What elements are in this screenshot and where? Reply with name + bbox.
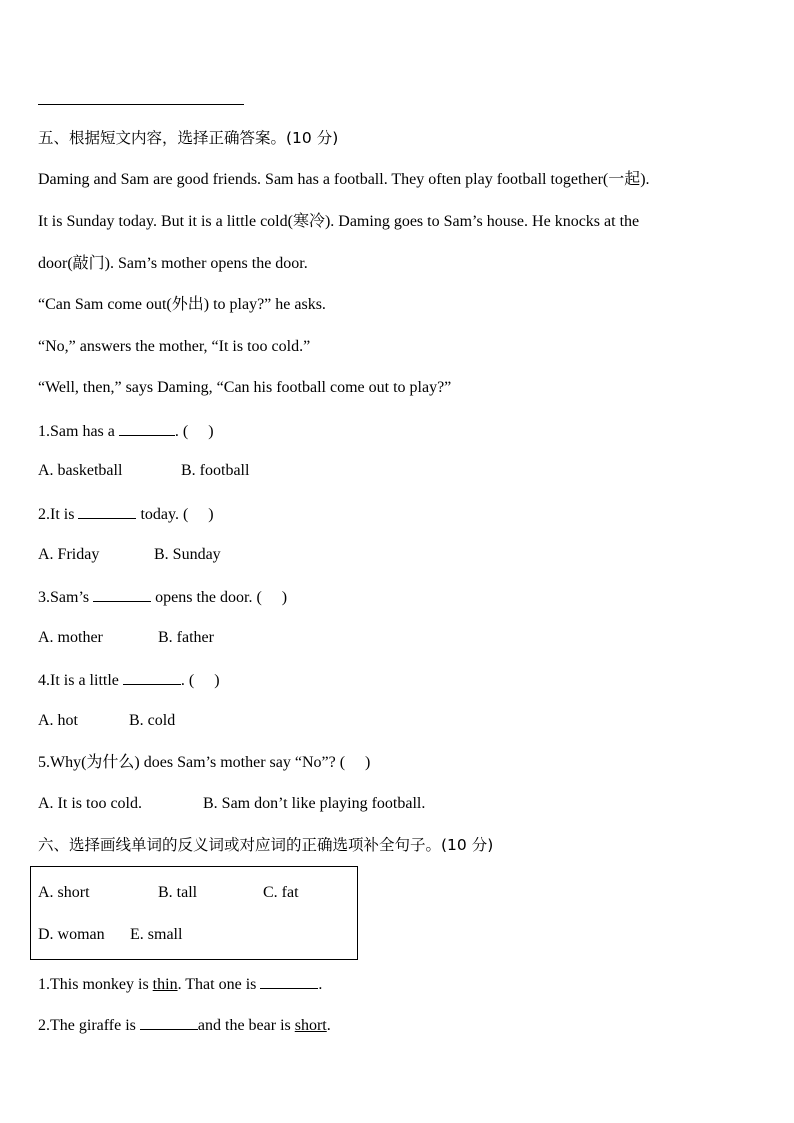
question-5 (38, 753, 370, 773)
question-3 (38, 586, 287, 608)
answer-blank[interactable] (123, 669, 181, 685)
underlined-word: short (294, 1017, 327, 1034)
sentence-text: 2.The giraffe is (38, 1017, 140, 1034)
top-rule (38, 104, 244, 105)
passage-line: “Can Sam come out(外出) to play?” he asks. (38, 296, 326, 313)
options-3 (38, 628, 214, 648)
passage-line: It is Sunday today. But it is a little cold(寒冷). Daming goes to Sam’s house. He knocks at the (38, 213, 640, 230)
option-a: A. It is too cold. (38, 795, 142, 812)
option-b: B. football (181, 462, 250, 479)
sentence-1 (38, 973, 322, 995)
word-bank-row-1 (38, 883, 299, 903)
word-option: E. small (130, 926, 183, 943)
question-text: ) (208, 506, 214, 523)
question-text: 2.It is (38, 506, 79, 523)
word-option: A. short (38, 884, 90, 901)
passage-line: “Well, then,” says Daming, “Can his football come out to play?” (38, 379, 452, 396)
question-text: 4.It is a little (38, 672, 123, 689)
answer-blank[interactable] (93, 586, 151, 602)
word-option: B. tall (158, 884, 198, 901)
section5-title: 五、根据短文内容，选择正确答案。(10 分) (38, 129, 339, 147)
answer-blank[interactable] (260, 973, 318, 989)
option-a: A. basketball (38, 462, 123, 479)
word-bank-box (30, 866, 358, 960)
section6-title: 六、选择画线单词的反义词或对应词的正确选项补全句子。(10 分) (38, 836, 494, 854)
question-text: ) (208, 423, 214, 440)
question-text: 1.Sam has a (38, 423, 119, 440)
sentence-text: 1.This monkey is (38, 976, 153, 993)
question-2 (38, 503, 214, 525)
option-a: A. hot (38, 712, 78, 729)
question-text: ) (281, 589, 288, 606)
question-text: . ( (180, 672, 195, 689)
sentence-text: . (326, 1017, 331, 1034)
option-b: B. Sunday (154, 546, 221, 563)
options-5 (38, 794, 425, 814)
question-text: ) (365, 754, 371, 771)
option-b: B. Sam don’t like playing football. (203, 795, 426, 812)
sentence-text: . That one is (177, 976, 261, 993)
question-text: ) (214, 672, 220, 689)
question-text: today. ( (136, 506, 189, 523)
option-b: B. cold (129, 712, 176, 729)
passage-line: “No,” answers the mother, “It is too cold.” (38, 338, 311, 355)
question-4 (38, 669, 220, 691)
answer-blank[interactable] (140, 1014, 198, 1030)
underlined-word: thin (152, 976, 178, 993)
options-4 (38, 711, 175, 731)
option-a: A. mother (38, 629, 103, 646)
answer-blank[interactable] (78, 503, 136, 519)
question-1 (38, 420, 214, 442)
options-1 (38, 461, 249, 481)
word-option: C. fat (263, 884, 299, 901)
answer-blank[interactable] (119, 420, 175, 436)
question-text: opens the door. ( (151, 589, 262, 606)
word-option: D. woman (38, 926, 105, 943)
option-a: A. Friday (38, 546, 100, 563)
sentence-2 (38, 1014, 331, 1036)
options-2 (38, 545, 221, 565)
question-text: 5.Why(为什么) does Sam’s mother say “No”? ( (38, 754, 346, 771)
sentence-text: . (318, 976, 323, 993)
passage-line: Daming and Sam are good friends. Sam has a football. They often play football together(一起). (38, 171, 650, 188)
passage-line: door(敲门). Sam’s mother opens the door. (38, 255, 308, 272)
option-b: B. father (158, 629, 214, 646)
sentence-text: and the bear is (197, 1017, 295, 1034)
word-bank-row-2 (38, 925, 182, 945)
question-text: . ( (174, 423, 189, 440)
question-text: 3.Sam’s (38, 589, 94, 606)
